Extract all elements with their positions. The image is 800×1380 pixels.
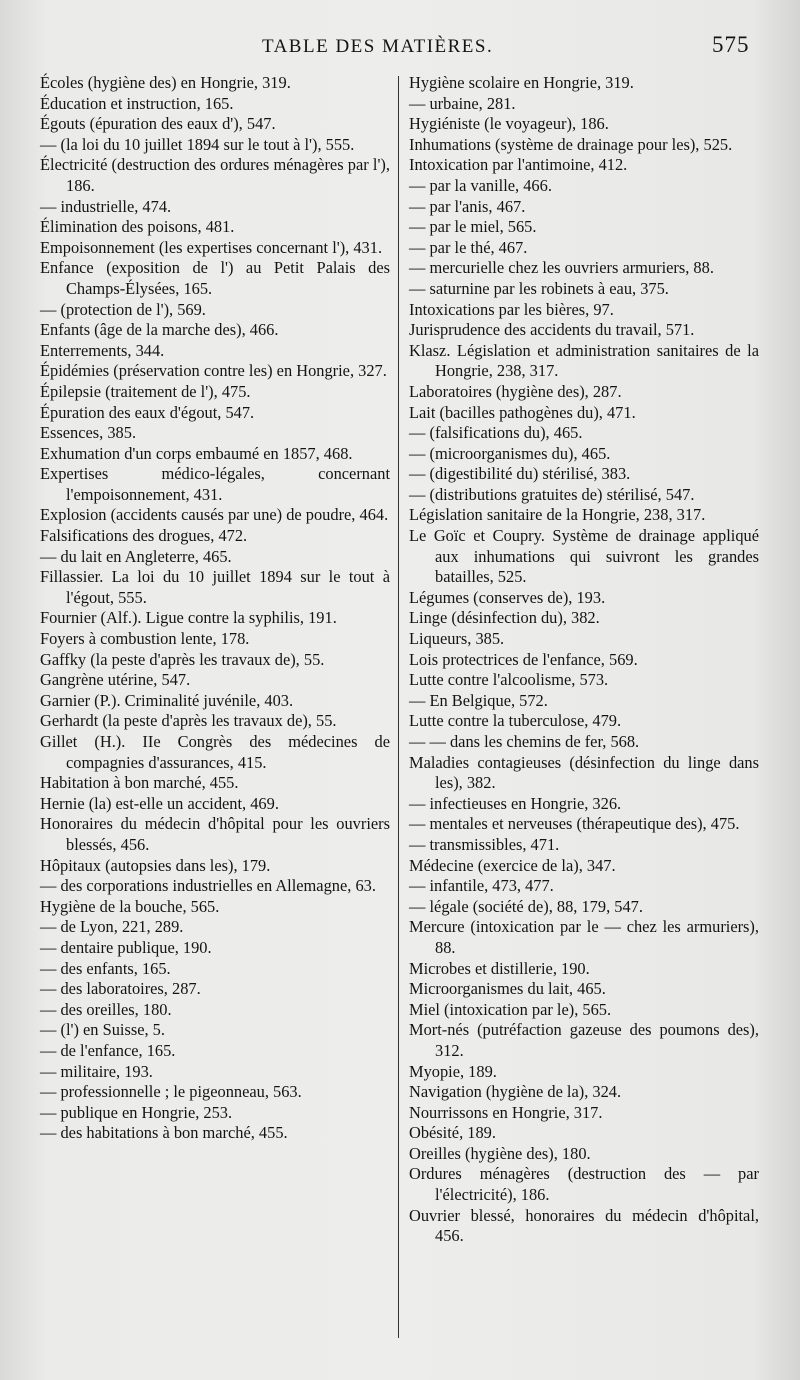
index-entry: — transmissibles, 471.: [409, 834, 560, 854]
index-entry: Nourrissons en Hongrie, 317.: [409, 1102, 603, 1122]
index-entry: Épidémies (préservation contre les) en Hongrie, 327.: [40, 361, 387, 381]
index-entry: Épilepsie (traitement de l'), 475.: [40, 381, 251, 401]
index-entry: Microorganismes du lait, 465.: [409, 979, 606, 999]
index-entry: — industrielle, 474.: [40, 196, 172, 216]
column-divider: [398, 76, 399, 1338]
index-entry: Expertises médico-légales, concernant l'empoisonnement, 431.: [40, 464, 390, 504]
index-entry: Mort-nés (putréfaction gazeuse des poumons des), 312.: [409, 1020, 759, 1060]
index-entry: — des laboratoires, 287.: [40, 979, 201, 999]
index-entry: Essences, 385.: [40, 423, 137, 443]
index-entry: — par la vanille, 466.: [409, 175, 552, 195]
index-entry: Empoisonnement (les expertises concernant l'), 431.: [40, 237, 383, 257]
index-entry: Gerhardt (la peste d'après les travaux de), 55.: [40, 711, 337, 731]
index-entry: — par le miel, 565.: [409, 217, 537, 237]
index-entry: — infantile, 473, 477.: [409, 876, 554, 896]
index-entry: Enterrements, 344.: [40, 340, 165, 360]
index-entry: — — dans les chemins de fer, 568.: [409, 732, 640, 751]
index-entry: Exhumation d'un corps embaumé en 1857, 468.: [40, 443, 353, 463]
index-entry: Gaffky (la peste d'après les travaux de), 55.: [40, 649, 325, 669]
index-entry: Foyers à combustion lente, 178.: [40, 629, 250, 649]
index-entry: Microbes et distillerie, 190.: [409, 958, 590, 978]
index-entry: — par le thé, 467.: [409, 237, 528, 257]
index-entry: Électricité (destruction des ordures ménagères par l'), 186.: [40, 155, 390, 195]
index-entry: — (l') en Suisse, 5.: [40, 1020, 165, 1040]
index-entry: Ordures ménagères (destruction des — par l'électricité), 186.: [409, 1164, 759, 1205]
index-entry: — saturnine par les robinets à eau, 375.: [409, 278, 669, 298]
index-entry: Hôpitaux (autopsies dans les), 179.: [40, 855, 271, 875]
index-entry: Inhumations (système de drainage pour les), 525.: [409, 134, 733, 154]
index-entry: Honoraires du médecin d'hôpital pour les ouvriers blessés, 456.: [40, 814, 390, 854]
index-entry: Maladies contagieuses (désinfection du linge dans les), 382.: [409, 752, 759, 793]
index-entry: Élimination des poisons, 481.: [40, 217, 235, 237]
index-entry: — urbaine, 281.: [409, 93, 516, 113]
index-entry: — des corporations industrielles en Allemagne, 63.: [40, 876, 376, 896]
index-entry: Laboratoires (hygiène des), 287.: [409, 381, 622, 401]
index-entry: Hygiène scolaire en Hongrie, 319.: [409, 73, 634, 92]
index-column-right: [409, 73, 759, 1247]
index-entry: — (distributions gratuites de) stérilisé, 547.: [409, 484, 695, 504]
index-entry: Lutte contre l'alcoolisme, 573.: [409, 670, 609, 690]
index-entry: — dentaire publique, 190.: [40, 937, 212, 957]
index-entry: — mercurielle chez les ouvriers armuriers, 88.: [409, 258, 714, 278]
index-entry: Hygiéniste (le voyageur), 186.: [409, 114, 609, 134]
index-entry: Écoles (hygiène des) en Hongrie, 319.: [40, 73, 291, 92]
index-entry: Lait (bacilles pathogènes du), 471.: [409, 402, 636, 422]
index-entry: — légale (société de), 88, 179, 547.: [409, 896, 643, 916]
index-entry: Navigation (hygiène de la), 324.: [409, 1082, 622, 1102]
index-entry: Légumes (conserves de), 193.: [409, 587, 606, 607]
index-entry: — (la loi du 10 juillet 1894 sur le tout à l'), 555.: [40, 134, 355, 154]
index-entry: Médecine (exercice de la), 347.: [409, 855, 616, 875]
index-entry: Éducation et instruction, 165.: [40, 93, 234, 113]
index-entry: Fournier (Alf.). Ligue contre la syphilis, 191.: [40, 608, 337, 628]
index-entry: — (microorganismes du), 465.: [409, 443, 611, 463]
index-entry: Épuration des eaux d'égout, 547.: [40, 402, 255, 422]
index-entry: Myopie, 189.: [409, 1061, 497, 1081]
index-entry: — de l'enfance, 165.: [40, 1040, 176, 1060]
index-entry: — En Belgique, 572.: [409, 690, 548, 710]
index-entry: — (falsifications du), 465.: [409, 423, 583, 443]
index-entry: — des habitations à bon marché, 455.: [40, 1123, 288, 1143]
index-entry: Obésité, 189.: [409, 1123, 496, 1143]
index-entry: Le Goïc et Coupry. Système de drainage appliqué aux inhumations qui suivront les grandes batailles, 525.: [409, 526, 759, 587]
index-entry: — par l'anis, 467.: [409, 196, 526, 216]
index-entry: — du lait en Angleterre, 465.: [40, 546, 232, 566]
index-entry: Gangrène utérine, 547.: [40, 670, 191, 690]
running-title: TABLE DES MATIÈRES.: [262, 36, 494, 57]
index-entry: Garnier (P.). Criminalité juvénile, 403.: [40, 690, 294, 710]
page-number: 575: [712, 32, 750, 57]
index-entry: Enfance (exposition de l') au Petit Palais des Champs-Élysées, 165.: [40, 258, 390, 298]
page-header: [0, 32, 800, 64]
index-entry: Intoxications par les bières, 97.: [409, 299, 614, 319]
index-entry: Habitation à bon marché, 455.: [40, 773, 239, 793]
index-entry: — publique en Hongrie, 253.: [40, 1102, 233, 1122]
index-entry: — professionnelle ; le pigeonneau, 563.: [40, 1082, 302, 1102]
index-entry: Oreilles (hygiène des), 180.: [409, 1143, 591, 1163]
index-entry: — (digestibilité du) stérilisé, 383.: [409, 464, 631, 484]
index-entry: Ouvrier blessé, honoraires du médecin d'hôpital, 456.: [409, 1205, 759, 1246]
index-entry: — militaire, 193.: [40, 1061, 153, 1081]
index-column-left: [40, 73, 390, 1144]
index-entry: Linge (désinfection du), 382.: [409, 608, 600, 628]
index-entry: Égouts (épuration des eaux d'), 547.: [40, 114, 276, 134]
index-entry: Lois protectrices de l'enfance, 569.: [409, 649, 638, 669]
index-entry: Klasz. Législation et administration sanitaires de la Hongrie, 238, 317.: [409, 340, 759, 381]
index-entry: — de Lyon, 221, 289.: [40, 917, 184, 937]
index-entry: Mercure (intoxication par le — chez les armuriers), 88.: [409, 917, 759, 957]
index-entry: Explosion (accidents causés par une) de poudre, 464.: [40, 505, 389, 525]
index-entry: Législation sanitaire de la Hongrie, 238, 317.: [409, 505, 706, 525]
index-entry: — des enfants, 165.: [40, 958, 171, 978]
index-entry: Hygiène de la bouche, 565.: [40, 896, 220, 916]
index-entry: Intoxication par l'antimoine, 412.: [409, 155, 628, 175]
index-entry: Jurisprudence des accidents du travail, 571.: [409, 320, 695, 340]
index-entry: — des oreilles, 180.: [40, 999, 172, 1019]
index-entry: Miel (intoxication par le), 565.: [409, 999, 612, 1019]
index-entry: — mentales et nerveuses (thérapeutique des), 475.: [409, 814, 740, 834]
index-entry: Enfants (âge de la marche des), 466.: [40, 320, 279, 340]
index-entry: — infectieuses en Hongrie, 326.: [409, 793, 622, 813]
index-entry: Falsifications des drogues, 472.: [40, 526, 248, 546]
index-entry: Fillassier. La loi du 10 juillet 1894 sur le tout à l'égout, 555.: [40, 567, 390, 607]
index-entry: — (protection de l'), 569.: [40, 299, 206, 319]
index-entry: Liqueurs, 385.: [409, 629, 505, 649]
index-entry: Lutte contre la tuberculose, 479.: [409, 711, 622, 731]
index-entry: Hernie (la) est-elle un accident, 469.: [40, 793, 279, 813]
index-entry: Gillet (H.). IIe Congrès des médecines de compagnies d'assurances, 415.: [40, 732, 390, 772]
